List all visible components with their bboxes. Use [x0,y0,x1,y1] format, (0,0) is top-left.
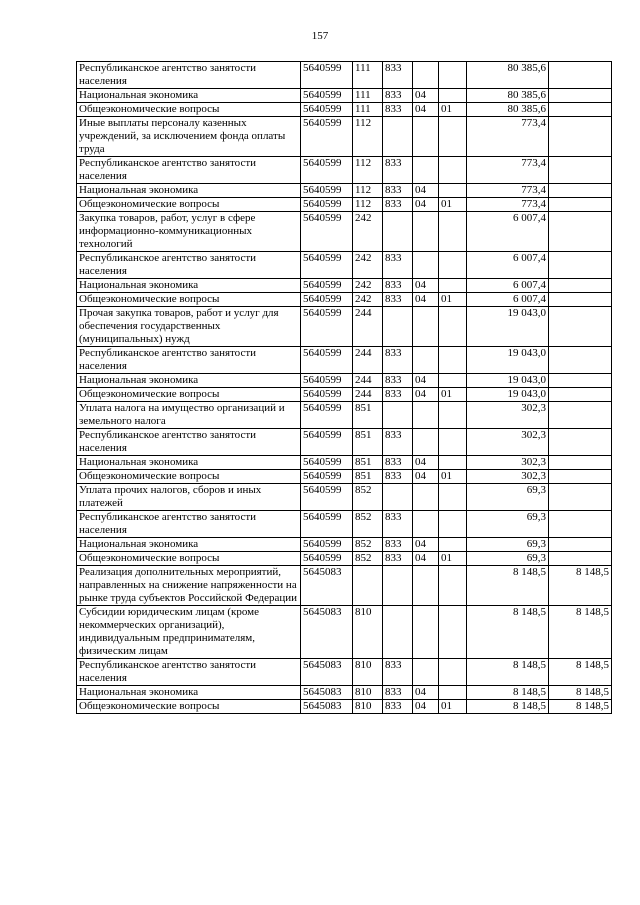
expense-type-cell: 112 [353,198,383,212]
expense-type-cell: 111 [353,103,383,117]
amount2-cell [549,293,612,307]
section-cell [413,606,439,659]
ministry-code-cell: 833 [383,659,413,686]
expense-type-cell: 244 [353,307,383,347]
expense-type-cell: 244 [353,374,383,388]
ministry-code-cell [383,212,413,252]
ministry-code-cell: 833 [383,293,413,307]
subsection-cell [439,117,467,157]
amount2-cell [549,103,612,117]
subsection-cell [439,538,467,552]
target-code-cell: 5640599 [301,252,353,279]
target-code-cell: 5640599 [301,374,353,388]
amount2-cell [549,307,612,347]
amount-cell: 6 007,4 [467,212,549,252]
target-code-cell: 5640599 [301,456,353,470]
ministry-code-cell: 833 [383,470,413,484]
amount2-cell [549,552,612,566]
ministry-code-cell [383,606,413,659]
target-code-cell: 5640599 [301,484,353,511]
item-name-cell: Общеэкономические вопросы [77,388,301,402]
expense-type-cell: 851 [353,402,383,429]
target-code-cell: 5645083 [301,659,353,686]
amount2-cell [549,184,612,198]
section-cell: 04 [413,700,439,714]
ministry-code-cell [383,566,413,606]
expense-type-cell: 112 [353,157,383,184]
expense-type-cell: 810 [353,686,383,700]
item-name-cell: Республиканское агентство занятости населения [77,157,301,184]
subsection-cell [439,307,467,347]
expense-type-cell: 111 [353,62,383,89]
expense-type-cell: 852 [353,511,383,538]
table-row [77,402,612,429]
target-code-cell: 5645083 [301,700,353,714]
expense-type-cell: 244 [353,347,383,374]
table-row [77,279,612,293]
section-cell: 04 [413,456,439,470]
subsection-cell: 01 [439,198,467,212]
ministry-code-cell: 833 [383,198,413,212]
table-row [77,198,612,212]
subsection-cell [439,252,467,279]
ministry-code-cell: 833 [383,552,413,566]
item-name-cell: Иные выплаты персоналу казенных учреждений, за исключением фонда оплаты труда [77,117,301,157]
amount-cell: 8 148,5 [467,700,549,714]
subsection-cell [439,606,467,659]
amount2-cell [549,470,612,484]
section-cell [413,566,439,606]
subsection-cell: 01 [439,552,467,566]
expense-type-cell: 242 [353,279,383,293]
section-cell [413,429,439,456]
amount2-cell [549,374,612,388]
item-name-cell: Национальная экономика [77,279,301,293]
target-code-cell: 5640599 [301,212,353,252]
expense-type-cell: 852 [353,552,383,566]
expense-type-cell: 851 [353,429,383,456]
amount-cell: 773,4 [467,157,549,184]
table-row [77,103,612,117]
amount2-cell [549,456,612,470]
subsection-cell [439,566,467,606]
ministry-code-cell: 833 [383,89,413,103]
item-name-cell: Национальная экономика [77,686,301,700]
table-row [77,659,612,686]
section-cell [413,307,439,347]
table-row [77,252,612,279]
target-code-cell: 5645083 [301,566,353,606]
section-cell [413,62,439,89]
amount-cell: 302,3 [467,402,549,429]
section-cell: 04 [413,538,439,552]
item-name-cell: Республиканское агентство занятости населения [77,429,301,456]
expense-type-cell: 242 [353,293,383,307]
table-row [77,700,612,714]
ministry-code-cell: 833 [383,511,413,538]
table-row [77,347,612,374]
amount-cell: 69,3 [467,552,549,566]
ministry-code-cell: 833 [383,347,413,374]
target-code-cell: 5640599 [301,429,353,456]
amount2-cell [549,157,612,184]
target-code-cell: 5640599 [301,279,353,293]
subsection-cell [439,484,467,511]
section-cell [413,117,439,157]
section-cell: 04 [413,279,439,293]
ministry-code-cell: 833 [383,157,413,184]
subsection-cell: 01 [439,470,467,484]
amount2-cell [549,429,612,456]
amount-cell: 80 385,6 [467,89,549,103]
item-name-cell: Закупка товаров, работ, услуг в сфере информационно-коммуникационных технологий [77,212,301,252]
expense-type-cell [353,566,383,606]
expense-type-cell: 244 [353,388,383,402]
item-name-cell: Общеэкономические вопросы [77,552,301,566]
amount-cell: 773,4 [467,184,549,198]
target-code-cell: 5640599 [301,293,353,307]
subsection-cell [439,212,467,252]
target-code-cell: 5640599 [301,157,353,184]
table-row [77,429,612,456]
ministry-code-cell: 833 [383,456,413,470]
table-row [77,388,612,402]
section-cell: 04 [413,374,439,388]
section-cell: 04 [413,552,439,566]
target-code-cell: 5645083 [301,606,353,659]
target-code-cell: 5640599 [301,511,353,538]
ministry-code-cell [383,117,413,157]
table-row [77,184,612,198]
amount-cell: 19 043,0 [467,388,549,402]
subsection-cell [439,374,467,388]
item-name-cell: Национальная экономика [77,184,301,198]
amount2-cell [549,62,612,89]
amount-cell: 69,3 [467,538,549,552]
amount2-cell [549,388,612,402]
amount-cell: 69,3 [467,484,549,511]
amount-cell: 773,4 [467,198,549,212]
table-body [77,62,612,714]
amount-cell: 19 043,0 [467,347,549,374]
target-code-cell: 5640599 [301,347,353,374]
amount-cell: 80 385,6 [467,103,549,117]
target-code-cell: 5640599 [301,552,353,566]
amount2-cell [549,279,612,293]
table-row [77,566,612,606]
target-code-cell: 5640599 [301,538,353,552]
amount2-cell: 8 148,5 [549,686,612,700]
table-row [77,606,612,659]
amount2-cell: 8 148,5 [549,659,612,686]
ministry-code-cell: 833 [383,184,413,198]
target-code-cell: 5640599 [301,307,353,347]
ministry-code-cell: 833 [383,374,413,388]
subsection-cell [439,511,467,538]
amount2-cell [549,484,612,511]
item-name-cell: Субсидии юридическим лицам (кроме некоммерческих организаций), индивидуальным предпринимателям, физическим лицам [77,606,301,659]
subsection-cell: 01 [439,293,467,307]
item-name-cell: Республиканское агентство занятости населения [77,511,301,538]
ministry-code-cell: 833 [383,686,413,700]
expense-type-cell: 112 [353,117,383,157]
item-name-cell: Республиканское агентство занятости населения [77,62,301,89]
amount-cell: 8 148,5 [467,606,549,659]
target-code-cell: 5640599 [301,402,353,429]
item-name-cell: Общеэкономические вопросы [77,470,301,484]
item-name-cell: Реализация дополнительных мероприятий, направленных на снижение напряженности на рынке труда субъектов Российской Федерации [77,566,301,606]
section-cell [413,157,439,184]
table-row [77,157,612,184]
amount-cell: 302,3 [467,456,549,470]
ministry-code-cell: 833 [383,103,413,117]
item-name-cell: Прочая закупка товаров, работ и услуг для обеспечения государственных (муниципальных) нужд [77,307,301,347]
amount-cell: 8 148,5 [467,686,549,700]
amount2-cell: 8 148,5 [549,606,612,659]
amount-cell: 6 007,4 [467,293,549,307]
ministry-code-cell [383,307,413,347]
table-row [77,212,612,252]
expense-type-cell: 852 [353,484,383,511]
amount2-cell [549,198,612,212]
ministry-code-cell: 833 [383,700,413,714]
subsection-cell: 01 [439,700,467,714]
amount2-cell [549,212,612,252]
target-code-cell: 5640599 [301,184,353,198]
amount2-cell: 8 148,5 [549,566,612,606]
table-row [77,117,612,157]
section-cell: 04 [413,686,439,700]
amount-cell: 19 043,0 [467,374,549,388]
subsection-cell [439,686,467,700]
section-cell: 04 [413,103,439,117]
section-cell [413,402,439,429]
amount2-cell [549,402,612,429]
item-name-cell: Национальная экономика [77,538,301,552]
table-row [77,62,612,89]
subsection-cell [439,62,467,89]
section-cell: 04 [413,198,439,212]
expense-type-cell: 851 [353,470,383,484]
subsection-cell [439,456,467,470]
target-code-cell: 5640599 [301,388,353,402]
table-row [77,686,612,700]
ministry-code-cell: 833 [383,62,413,89]
ministry-code-cell: 833 [383,252,413,279]
ministry-code-cell [383,402,413,429]
section-cell: 04 [413,89,439,103]
table-row [77,307,612,347]
subsection-cell [439,429,467,456]
subsection-cell [439,184,467,198]
expense-type-cell: 810 [353,700,383,714]
amount-cell: 8 148,5 [467,659,549,686]
item-name-cell: Общеэкономические вопросы [77,700,301,714]
expense-type-cell: 810 [353,606,383,659]
item-name-cell: Национальная экономика [77,89,301,103]
ministry-code-cell: 833 [383,388,413,402]
amount2-cell: 8 148,5 [549,700,612,714]
item-name-cell: Национальная экономика [77,456,301,470]
expense-type-cell: 112 [353,184,383,198]
ministry-code-cell: 833 [383,279,413,293]
table-row [77,484,612,511]
expense-type-cell: 111 [353,89,383,103]
target-code-cell: 5640599 [301,117,353,157]
section-cell: 04 [413,388,439,402]
amount2-cell [549,347,612,374]
section-cell: 04 [413,293,439,307]
section-cell [413,347,439,374]
subsection-cell [439,89,467,103]
item-name-cell: Общеэкономические вопросы [77,103,301,117]
table-row [77,538,612,552]
amount-cell: 69,3 [467,511,549,538]
budget-table [76,61,612,714]
item-name-cell: Общеэкономические вопросы [77,198,301,212]
amount-cell: 302,3 [467,470,549,484]
item-name-cell: Уплата прочих налогов, сборов и иных платежей [77,484,301,511]
target-code-cell: 5640599 [301,89,353,103]
item-name-cell: Общеэкономические вопросы [77,293,301,307]
amount-cell: 773,4 [467,117,549,157]
target-code-cell: 5645083 [301,686,353,700]
amount2-cell [549,252,612,279]
section-cell [413,659,439,686]
item-name-cell: Национальная экономика [77,374,301,388]
table-row [77,293,612,307]
page-number: 157 [311,30,329,42]
table-row [77,374,612,388]
target-code-cell: 5640599 [301,470,353,484]
table-row [77,89,612,103]
table-row [77,470,612,484]
ministry-code-cell: 833 [383,429,413,456]
ministry-code-cell [383,484,413,511]
item-name-cell: Уплата налога на имущество организаций и земельного налога [77,402,301,429]
amount-cell: 8 148,5 [467,566,549,606]
section-cell [413,484,439,511]
expense-type-cell: 242 [353,212,383,252]
ministry-code-cell: 833 [383,538,413,552]
target-code-cell: 5640599 [301,62,353,89]
subsection-cell [439,402,467,429]
section-cell: 04 [413,470,439,484]
expense-type-cell: 242 [353,252,383,279]
expense-type-cell: 851 [353,456,383,470]
section-cell [413,212,439,252]
amount-cell: 6 007,4 [467,279,549,293]
target-code-cell: 5640599 [301,198,353,212]
item-name-cell: Республиканское агентство занятости населения [77,252,301,279]
subsection-cell [439,659,467,686]
section-cell: 04 [413,184,439,198]
section-cell [413,511,439,538]
amount-cell: 302,3 [467,429,549,456]
item-name-cell: Республиканское агентство занятости населения [77,659,301,686]
subsection-cell [439,157,467,184]
target-code-cell: 5640599 [301,103,353,117]
amount-cell: 80 385,6 [467,62,549,89]
section-cell [413,252,439,279]
subsection-cell [439,347,467,374]
expense-type-cell: 852 [353,538,383,552]
subsection-cell [439,279,467,293]
amount2-cell [549,538,612,552]
expense-type-cell: 810 [353,659,383,686]
subsection-cell: 01 [439,388,467,402]
table-row [77,552,612,566]
amount-cell: 19 043,0 [467,307,549,347]
amount2-cell [549,89,612,103]
item-name-cell: Республиканское агентство занятости населения [77,347,301,374]
amount2-cell [549,117,612,157]
table-row [77,511,612,538]
amount-cell: 6 007,4 [467,252,549,279]
table-row [77,456,612,470]
amount2-cell [549,511,612,538]
subsection-cell: 01 [439,103,467,117]
